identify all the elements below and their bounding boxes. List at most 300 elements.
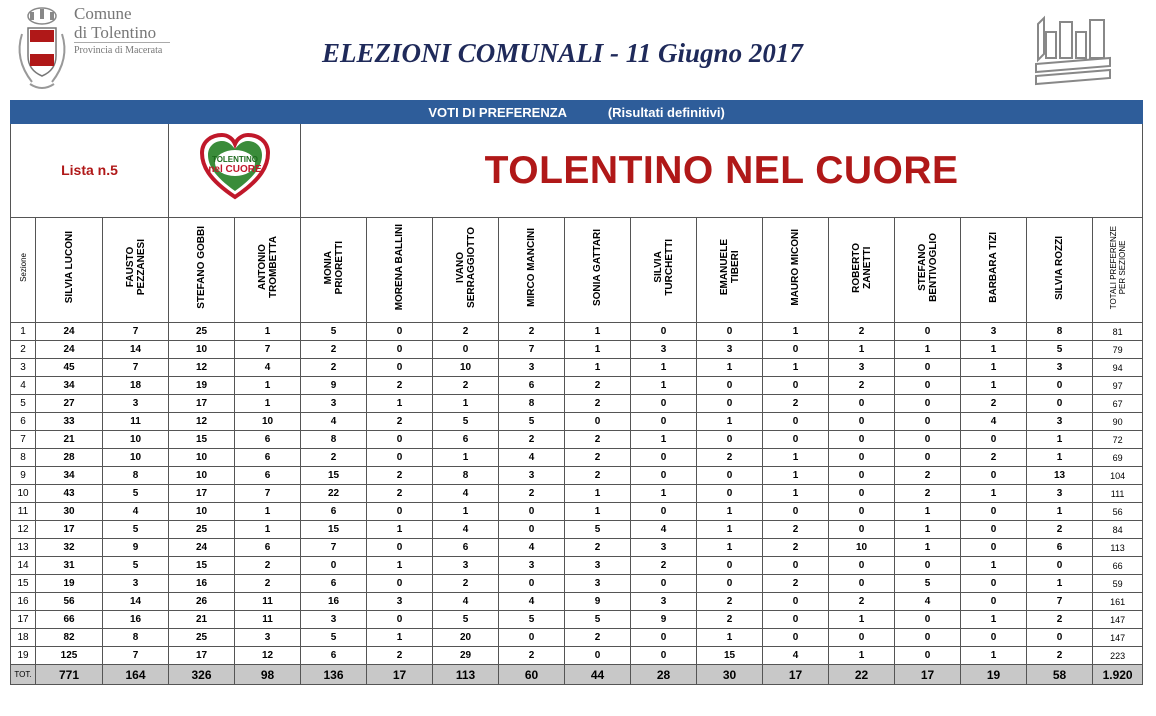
vote-cell: 1	[631, 431, 697, 449]
table-title-bar	[11, 101, 1143, 124]
vote-cell: 3	[301, 395, 367, 413]
vote-cell: 3	[1027, 413, 1093, 431]
table-row	[11, 395, 1143, 413]
vote-cell: 6	[235, 431, 301, 449]
vote-cell: 1	[895, 503, 961, 521]
vote-cell: 2	[565, 431, 631, 449]
vote-cell: 2	[829, 323, 895, 341]
vote-cell: 1	[961, 359, 1027, 377]
vote-cell: 0	[367, 503, 433, 521]
vote-cell: 0	[895, 557, 961, 575]
vote-cell: 5	[895, 575, 961, 593]
candidate-header	[763, 218, 829, 323]
vote-cell: 0	[631, 467, 697, 485]
vote-cell: 34	[36, 377, 103, 395]
vote-cell: 2	[1027, 521, 1093, 539]
vote-cell: 2	[565, 539, 631, 557]
vote-cell: 25	[169, 629, 235, 647]
candidate-total-cell: 164	[103, 665, 169, 685]
vote-cell: 0	[1027, 395, 1093, 413]
vote-cell: 32	[36, 539, 103, 557]
vote-cell: 33	[36, 413, 103, 431]
vote-cell: 4	[433, 521, 499, 539]
vote-cell: 0	[697, 575, 763, 593]
vote-cell: 5	[1027, 341, 1093, 359]
vote-cell: 31	[36, 557, 103, 575]
section-total-cell: 69	[1093, 449, 1143, 467]
candidate-header	[169, 218, 235, 323]
vote-cell: 0	[367, 323, 433, 341]
vote-cell: 7	[103, 323, 169, 341]
table-body	[11, 323, 1143, 665]
vote-cell: 1	[235, 503, 301, 521]
section-total-cell: 113	[1093, 539, 1143, 557]
sezione-header-label: Sezione	[18, 253, 28, 282]
vote-cell: 1	[763, 359, 829, 377]
table-title: VOTI DI PREFERENZA	[428, 104, 567, 120]
vote-cell: 1	[697, 539, 763, 557]
vote-cell: 4	[433, 593, 499, 611]
vote-cell: 3	[499, 557, 565, 575]
vote-cell: 16	[169, 575, 235, 593]
candidate-name: TURCHETTI	[663, 239, 675, 296]
vote-cell: 0	[961, 575, 1027, 593]
coat-of-arms-icon	[12, 4, 72, 94]
vote-cell: 6	[235, 449, 301, 467]
sezione-cell: 19	[11, 647, 36, 665]
vote-cell: 2	[829, 593, 895, 611]
vote-cell: 25	[169, 521, 235, 539]
candidate-name: TROMBETTA	[267, 236, 279, 299]
candidate-total-cell: 771	[36, 665, 103, 685]
vote-cell: 2	[697, 611, 763, 629]
vote-cell: 0	[961, 467, 1027, 485]
sezione-cell: 1	[11, 323, 36, 341]
vote-cell: 2	[631, 557, 697, 575]
vote-cell: 0	[697, 431, 763, 449]
vote-cell: 9	[565, 593, 631, 611]
vote-cell: 28	[36, 449, 103, 467]
vote-cell: 7	[1027, 593, 1093, 611]
vote-cell: 0	[763, 557, 829, 575]
vote-cell: 17	[169, 647, 235, 665]
vote-cell: 5	[565, 611, 631, 629]
candidate-name: SERRAGGIOTTO	[465, 227, 477, 308]
total-row-label: TOT.	[11, 665, 36, 685]
svg-text:nel CUORE: nel CUORE	[207, 164, 262, 175]
vote-cell: 0	[763, 503, 829, 521]
vote-cell: 16	[103, 611, 169, 629]
vote-cell: 0	[829, 413, 895, 431]
vote-cell: 17	[169, 485, 235, 503]
vote-cell: 0	[829, 467, 895, 485]
candidate-total-cell: 136	[301, 665, 367, 685]
vote-cell: 0	[367, 575, 433, 593]
vote-cell: 13	[1027, 467, 1093, 485]
vote-cell: 2	[367, 413, 433, 431]
vote-cell: 82	[36, 629, 103, 647]
vote-cell: 6	[235, 539, 301, 557]
vote-cell: 1	[763, 485, 829, 503]
table-row	[11, 575, 1143, 593]
vote-cell: 5	[103, 557, 169, 575]
table-row	[11, 503, 1143, 521]
vote-cell: 2	[697, 593, 763, 611]
vote-cell: 1	[565, 359, 631, 377]
candidate-name: STEFANO GOBBI	[196, 226, 207, 309]
sezione-cell: 16	[11, 593, 36, 611]
candidate-header	[1027, 218, 1093, 323]
vote-cell: 1	[829, 611, 895, 629]
vote-cell: 12	[169, 359, 235, 377]
vote-cell: 1	[433, 395, 499, 413]
vote-cell: 3	[829, 359, 895, 377]
vote-cell: 66	[36, 611, 103, 629]
vote-cell: 2	[763, 395, 829, 413]
table-row	[11, 467, 1143, 485]
vote-cell: 1	[565, 485, 631, 503]
vote-cell: 1	[1027, 503, 1093, 521]
candidate-header	[631, 218, 697, 323]
vote-cell: 6	[433, 539, 499, 557]
table-row	[11, 485, 1143, 503]
candidate-total-cell: 98	[235, 665, 301, 685]
sezione-cell: 4	[11, 377, 36, 395]
party-name-cell	[301, 124, 1143, 218]
vote-cell: 10	[103, 431, 169, 449]
candidate-total-cell: 326	[169, 665, 235, 685]
vote-cell: 1	[763, 467, 829, 485]
vote-cell: 0	[565, 413, 631, 431]
vote-cell: 3	[565, 575, 631, 593]
vote-cell: 1	[961, 557, 1027, 575]
section-total-cell: 94	[1093, 359, 1143, 377]
sezione-cell: 3	[11, 359, 36, 377]
page-header	[0, 0, 1156, 100]
vote-cell: 7	[235, 485, 301, 503]
vote-cell: 2	[367, 377, 433, 395]
section-total-cell: 147	[1093, 629, 1143, 647]
vote-cell: 0	[961, 521, 1027, 539]
vote-cell: 0	[763, 413, 829, 431]
vote-cell: 2	[433, 323, 499, 341]
section-total-cell: 72	[1093, 431, 1143, 449]
vote-cell: 0	[367, 449, 433, 467]
vote-cell: 7	[103, 359, 169, 377]
vote-cell: 5	[301, 323, 367, 341]
vote-cell: 11	[235, 593, 301, 611]
vote-cell: 0	[763, 611, 829, 629]
vote-cell: 4	[763, 647, 829, 665]
vote-cell: 2	[301, 359, 367, 377]
vote-cell: 2	[433, 377, 499, 395]
table-row	[11, 539, 1143, 557]
vote-cell: 0	[1027, 377, 1093, 395]
vote-cell: 0	[829, 449, 895, 467]
section-total-cell: 97	[1093, 377, 1143, 395]
vote-cell: 2	[367, 467, 433, 485]
vote-cell: 1	[961, 485, 1027, 503]
section-total-cell: 84	[1093, 521, 1143, 539]
vote-cell: 3	[367, 593, 433, 611]
vote-cell: 2	[697, 449, 763, 467]
vote-cell: 1	[631, 377, 697, 395]
vote-cell: 1	[631, 359, 697, 377]
section-total-cell: 79	[1093, 341, 1143, 359]
vote-cell: 8	[301, 431, 367, 449]
vote-cell: 2	[895, 485, 961, 503]
vote-cell: 18	[103, 377, 169, 395]
vote-cell: 7	[103, 647, 169, 665]
vote-cell: 27	[36, 395, 103, 413]
candidate-header	[697, 218, 763, 323]
section-total-cell: 59	[1093, 575, 1143, 593]
vote-cell: 2	[433, 575, 499, 593]
candidate-total-cell: 17	[367, 665, 433, 685]
candidate-name: PRIORETTI	[333, 240, 345, 295]
sezione-cell: 5	[11, 395, 36, 413]
vote-cell: 3	[631, 539, 697, 557]
vote-cell: 0	[895, 323, 961, 341]
vote-cell: 1	[367, 521, 433, 539]
vote-cell: 8	[1027, 323, 1093, 341]
vote-cell: 4	[433, 485, 499, 503]
vote-cell: 1	[961, 611, 1027, 629]
vote-cell: 0	[763, 593, 829, 611]
candidate-header	[36, 218, 103, 323]
vote-cell: 0	[367, 539, 433, 557]
vote-cell: 4	[499, 449, 565, 467]
table-row	[11, 593, 1143, 611]
vote-cell: 1	[1027, 431, 1093, 449]
vote-cell: 7	[499, 341, 565, 359]
vote-cell: 1	[697, 413, 763, 431]
vote-cell: 2	[961, 449, 1027, 467]
comune-line-1: Comune	[74, 4, 132, 23]
vote-cell: 4	[895, 593, 961, 611]
vote-cell: 0	[367, 359, 433, 377]
vote-cell: 0	[895, 449, 961, 467]
vote-cell: 2	[565, 629, 631, 647]
grand-total-cell: 1.920	[1093, 665, 1143, 685]
vote-cell: 1	[565, 323, 631, 341]
vote-cell: 1	[235, 395, 301, 413]
section-total-cell: 90	[1093, 413, 1143, 431]
sezione-cell: 2	[11, 341, 36, 359]
sezione-cell: 18	[11, 629, 36, 647]
vote-cell: 17	[36, 521, 103, 539]
vote-cell: 5	[433, 413, 499, 431]
vote-cell: 0	[829, 395, 895, 413]
vote-cell: 0	[763, 431, 829, 449]
vote-cell: 0	[961, 593, 1027, 611]
vote-cell: 1	[1027, 449, 1093, 467]
vote-cell: 14	[103, 593, 169, 611]
candidate-name: PEZZANESI	[135, 239, 147, 296]
table-row	[11, 431, 1143, 449]
vote-cell: 15	[697, 647, 763, 665]
vote-cell: 19	[36, 575, 103, 593]
candidate-total-cell: 22	[829, 665, 895, 685]
vote-cell: 0	[895, 431, 961, 449]
vote-cell: 5	[103, 485, 169, 503]
sezione-cell: 6	[11, 413, 36, 431]
vote-cell: 3	[499, 467, 565, 485]
sezione-cell: 12	[11, 521, 36, 539]
comune-line-2: di Tolentino	[74, 23, 157, 42]
vote-cell: 7	[301, 539, 367, 557]
candidate-name: MIRCO MANCINI	[526, 228, 537, 307]
vote-cell: 0	[829, 521, 895, 539]
vote-cell: 5	[499, 413, 565, 431]
vote-cell: 10	[103, 449, 169, 467]
vote-cell: 1	[1027, 575, 1093, 593]
vote-cell: 30	[36, 503, 103, 521]
vote-cell: 0	[499, 629, 565, 647]
vote-cell: 1	[235, 323, 301, 341]
vote-cell: 0	[763, 629, 829, 647]
vote-cell: 20	[433, 629, 499, 647]
vote-cell: 6	[301, 503, 367, 521]
vote-cell: 2	[367, 485, 433, 503]
vote-cell: 0	[829, 629, 895, 647]
vote-cell: 3	[565, 557, 631, 575]
vote-cell: 15	[301, 467, 367, 485]
vote-cell: 125	[36, 647, 103, 665]
vote-cell: 3	[1027, 485, 1093, 503]
vote-cell: 10	[169, 341, 235, 359]
vote-cell: 10	[169, 503, 235, 521]
candidate-header	[565, 218, 631, 323]
candidate-header	[301, 218, 367, 323]
vote-cell: 1	[697, 359, 763, 377]
candidate-name: SILVIA ROZZI	[1054, 235, 1065, 300]
vote-cell: 0	[895, 359, 961, 377]
vote-cell: 3	[499, 359, 565, 377]
vote-cell: 8	[103, 467, 169, 485]
comune-name	[74, 4, 156, 42]
candidate-total-cell: 60	[499, 665, 565, 685]
vote-cell: 0	[631, 503, 697, 521]
vote-cell: 0	[631, 629, 697, 647]
vote-cell: 1	[829, 647, 895, 665]
table-row	[11, 521, 1143, 539]
vote-cell: 1	[961, 647, 1027, 665]
vote-cell: 4	[499, 539, 565, 557]
vote-cell: 19	[169, 377, 235, 395]
section-total-cell: 104	[1093, 467, 1143, 485]
vote-cell: 0	[961, 431, 1027, 449]
vote-cell: 1	[235, 521, 301, 539]
sezione-cell: 13	[11, 539, 36, 557]
vote-cell: 2	[565, 449, 631, 467]
candidate-name: IVANO	[454, 252, 466, 283]
castle-logo-icon	[1034, 14, 1112, 86]
vote-cell: 0	[1027, 557, 1093, 575]
vote-cell: 0	[697, 323, 763, 341]
table-row	[11, 341, 1143, 359]
table-row	[11, 647, 1143, 665]
vote-cell: 2	[763, 575, 829, 593]
candidate-header-row	[11, 218, 1143, 323]
sezione-cell: 11	[11, 503, 36, 521]
vote-cell: 0	[367, 341, 433, 359]
vote-cell: 4	[235, 359, 301, 377]
vote-cell: 0	[961, 503, 1027, 521]
sezione-cell: 17	[11, 611, 36, 629]
candidate-name: ANTONIO	[256, 244, 268, 291]
vote-cell: 8	[103, 629, 169, 647]
vote-cell: 15	[169, 557, 235, 575]
candidate-name: FAUSTO	[124, 247, 136, 288]
vote-cell: 2	[235, 575, 301, 593]
preferences-table	[10, 100, 1143, 685]
vote-cell: 29	[433, 647, 499, 665]
vote-cell: 0	[631, 575, 697, 593]
vote-cell: 3	[1027, 359, 1093, 377]
vote-cell: 0	[895, 413, 961, 431]
total-row	[11, 665, 1143, 685]
vote-cell: 6	[433, 431, 499, 449]
candidate-header	[367, 218, 433, 323]
vote-cell: 0	[895, 611, 961, 629]
table-row	[11, 323, 1143, 341]
table-row	[11, 359, 1143, 377]
vote-cell: 14	[103, 341, 169, 359]
table-row	[11, 629, 1143, 647]
totali-header	[1093, 218, 1143, 323]
vote-cell: 0	[499, 521, 565, 539]
candidate-name: MONIA	[322, 250, 334, 285]
vote-cell: 3	[631, 341, 697, 359]
vote-cell: 0	[895, 395, 961, 413]
vote-cell: 24	[169, 539, 235, 557]
candidate-total-cell: 17	[895, 665, 961, 685]
vote-cell: 0	[697, 395, 763, 413]
vote-cell: 12	[169, 413, 235, 431]
candidate-name: EMANUELE	[718, 239, 730, 296]
vote-cell: 2	[301, 341, 367, 359]
vote-cell: 0	[763, 377, 829, 395]
vote-cell: 2	[1027, 647, 1093, 665]
vote-cell: 3	[103, 395, 169, 413]
party-logo-cell	[169, 124, 301, 218]
vote-cell: 4	[499, 593, 565, 611]
sezione-cell: 9	[11, 467, 36, 485]
vote-cell: 0	[499, 503, 565, 521]
vote-cell: 1	[367, 395, 433, 413]
vote-cell: 1	[367, 557, 433, 575]
vote-cell: 0	[367, 431, 433, 449]
table-row	[11, 449, 1143, 467]
table-subtitle: (Risultati definitivi)	[607, 104, 725, 120]
vote-cell: 1	[961, 377, 1027, 395]
vote-cell: 11	[103, 413, 169, 431]
vote-cell: 1	[433, 503, 499, 521]
candidate-name: SONIA GATTARI	[592, 228, 603, 307]
vote-cell: 0	[565, 647, 631, 665]
vote-cell: 56	[36, 593, 103, 611]
vote-cell: 0	[433, 341, 499, 359]
vote-cell: 12	[235, 647, 301, 665]
totali-header-line-1: TOTALI PREFERENZE	[1108, 225, 1118, 310]
candidate-header	[433, 218, 499, 323]
vote-cell: 10	[235, 413, 301, 431]
table-row	[11, 611, 1143, 629]
candidate-name: STEFANO	[916, 243, 928, 292]
candidate-total-cell: 58	[1027, 665, 1093, 685]
section-total-cell: 223	[1093, 647, 1143, 665]
